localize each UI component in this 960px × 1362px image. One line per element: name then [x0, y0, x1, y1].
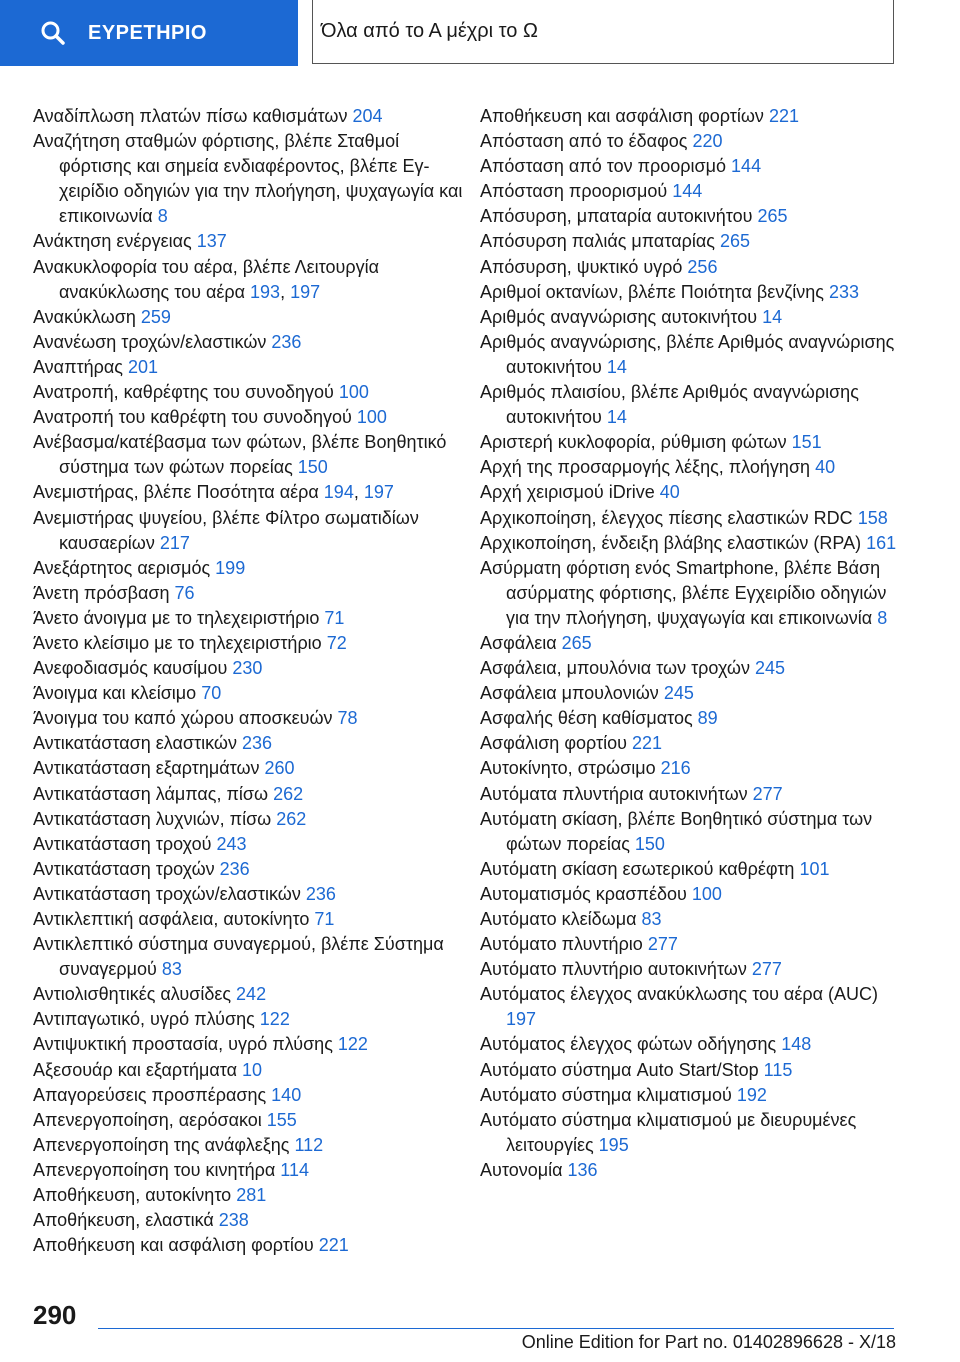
page-link[interactable]: 150 [297, 457, 328, 478]
index-entry-text: Άνετο άνοιγμα με το τηλεχειριστήριο [33, 607, 325, 628]
page-link[interactable]: 89 [697, 708, 718, 729]
page-link[interactable]: 260 [264, 758, 295, 779]
footer-edition [522, 1332, 896, 1353]
page-link[interactable]: 78 [337, 708, 358, 729]
index-entry [480, 857, 910, 882]
index-entry [33, 631, 463, 656]
page-link[interactable]: 83 [641, 909, 662, 929]
index-entry-text: Αριθμός αναγνώρισης αυτοκινήτου [480, 306, 763, 327]
index-entry-text: Απόσυρση παλιάς μπαταρίας [480, 231, 720, 252]
index-entry-text: Αντιολισθητικές αλυσίδες [33, 984, 237, 1005]
page-link[interactable]: 245 [754, 658, 786, 679]
index-entry [33, 255, 463, 305]
page-link[interactable]: 8 [157, 206, 168, 227]
page-link[interactable]: 192 [736, 1084, 767, 1105]
page-link[interactable]: 76 [174, 582, 195, 603]
index-entry-text: Ανατροπή του καθρέφτη του συνοδηγού [33, 407, 357, 428]
page-link[interactable]: 193 [250, 281, 281, 302]
index-entry-text: Αρχή χειρισμού iDrive [480, 482, 660, 503]
index-entry [480, 179, 910, 204]
index-entry [33, 305, 463, 330]
index-entry-text: Ασφάλεια μπουλονιών [480, 683, 664, 704]
index-entry-text: Αντικλεπτικό σύστημα συναγερμού, βλέπε Σύστημα συναγερμού [33, 934, 444, 980]
index-entry [480, 305, 910, 330]
index-entry-text: Αυτόματη σκίαση, βλέπε Βοηθητικό σύστημα των φώτων πορείας [480, 808, 873, 854]
page-link[interactable]: 14 [606, 356, 627, 377]
index-entry [480, 154, 910, 179]
page-link[interactable]: 194 [323, 482, 354, 503]
page-link[interactable]: 158 [857, 507, 888, 528]
index-entry [33, 656, 463, 681]
index-entry [480, 280, 910, 305]
index-entry-text: Αυτόματο κλείδωμα [480, 909, 642, 929]
page-link[interactable]: 221 [631, 733, 662, 754]
index-entry [480, 1158, 910, 1183]
index-entry [480, 229, 910, 254]
page-link[interactable]: 242 [236, 984, 267, 1005]
page-link[interactable]: 230 [232, 658, 263, 679]
index-entry-text: Αντικατάσταση λυχνιών, πίσω [33, 808, 277, 829]
index-entry-text: Ασφάλεια, μπουλόνια των τροχών [480, 658, 755, 679]
index-entry [480, 656, 910, 681]
index-entry [33, 1058, 463, 1083]
index-entry [480, 531, 910, 556]
index-entry-text: Αριθμοί οκτανίων, βλέπε Ποιότητα βενζίνης [480, 281, 829, 302]
page-link[interactable]: 238 [218, 1210, 249, 1231]
index-entry-text: Αντικατάσταση τροχού [33, 833, 217, 854]
page-link[interactable]: 83 [161, 959, 182, 980]
page-link[interactable]: 122 [337, 1034, 368, 1055]
index-entry [480, 480, 910, 505]
index-entry [33, 581, 463, 606]
page-link[interactable]: 140 [271, 1084, 302, 1105]
index-entry [480, 330, 910, 380]
index-entry-text: Αντικλεπτική ασφάλεια, αυτοκίνητο [33, 909, 315, 929]
page-link[interactable]: 122 [259, 1009, 290, 1030]
page-link[interactable]: 204 [352, 106, 383, 126]
index-entry [480, 455, 910, 480]
index-entry-text: Άνετη πρόσβαση [33, 582, 175, 603]
index-entry [33, 807, 463, 832]
page-link[interactable]: 220 [692, 131, 723, 152]
index-entry-text: Αντικατάσταση τροχών/ελαστικών [33, 883, 306, 904]
page-number: 290 [33, 1300, 77, 1330]
page-link[interactable]: 259 [140, 306, 171, 327]
index-entry-text: Ανανέωση τροχών/ελαστικών [33, 331, 272, 352]
index-entry-text: Ανεμιστήρας, βλέπε Ποσότητα αέρα [33, 482, 324, 503]
page-link[interactable]: 256 [687, 256, 718, 277]
page-link[interactable]: 197 [363, 482, 394, 503]
index-entry [480, 380, 910, 430]
index-entry [33, 430, 463, 480]
index-entry-text: Αντικατάσταση τροχών [33, 858, 220, 879]
page-link[interactable]: 236 [241, 733, 272, 754]
page-link[interactable]: 136 [567, 1159, 598, 1180]
index-entry-text: Ανέβασμα/κατέβασμα των φώτων, βλέπε Βοηθητικό σύστημα των φώτων πορείας [33, 432, 447, 478]
index-entry [480, 255, 910, 280]
index-entry [33, 380, 463, 405]
index-entry [480, 706, 910, 731]
index-entry [33, 1032, 463, 1057]
page-link[interactable]: 8 [877, 607, 888, 628]
index-entry-text: Αποθήκευση, ελαστικά [33, 1210, 219, 1231]
index-entry-text: Αυτονομία [480, 1159, 568, 1180]
index-entry-text: Απενεργοποίηση, αερόσακοι [33, 1109, 267, 1130]
index-entry [33, 982, 463, 1007]
index-entry-text: Αυτόματο σύστημα κλιματισμού με διευρυμένες λειτουργίες [480, 1109, 857, 1155]
page-link[interactable]: 161 [866, 532, 897, 553]
index-entry [33, 782, 463, 807]
index-entry [33, 1208, 463, 1233]
index-entry [33, 606, 463, 631]
page-header [0, 0, 960, 66]
index-entry [33, 506, 463, 556]
page-link[interactable]: 115 [763, 1059, 793, 1080]
index-entry-text: Απόσυρση, μπαταρία αυτοκινήτου [480, 206, 758, 227]
page-separator: , [353, 482, 364, 503]
page-link[interactable]: 100 [691, 883, 722, 904]
index-entry-text: Αριθμός πλαισίου, βλέπε Αριθμός αναγνώρισης αυτοκινήτου [480, 382, 859, 428]
index-entry [33, 756, 463, 781]
index-entry-text: Αναζήτηση σταθμών φόρτισης, βλέπε Σταθμοί φόρτισης και σημεία ενδιαφέροντος, βλέπε Εγχειρίδιο οδηγιών για την πλοήγηση, ψυχαγωγία και επικοινωνία [33, 131, 463, 227]
index-entry [33, 330, 463, 355]
index-entry-text: Απόσταση από τον προορισμό [480, 156, 732, 177]
page-link[interactable]: 150 [634, 833, 665, 854]
index-entry-text: Αρχικοποίηση, έλεγχος πίεσης ελαστικών RDC [480, 507, 858, 528]
index-entry-text: Άνοιγμα του καπό χώρου αποσκευών [33, 708, 338, 729]
page-link[interactable]: 221 [318, 1235, 349, 1256]
page-link[interactable]: 236 [219, 858, 250, 879]
page-link[interactable]: 265 [719, 231, 750, 252]
page-link[interactable]: 70 [201, 683, 222, 704]
page-link[interactable]: 10 [242, 1059, 263, 1080]
index-entry [33, 355, 463, 380]
index-entry [33, 1158, 463, 1183]
index-entry-text: Αποθήκευση και ασφάλιση φορτίου [33, 1235, 319, 1256]
index-entry-text: Αυτόματο πλυντήριο αυτοκινήτων [480, 959, 752, 980]
index-column-left [33, 104, 463, 1258]
index-entry [480, 907, 910, 932]
index-entry-text: Αριθμός αναγνώρισης, βλέπε Αριθμός αναγνώρισης αυτοκινήτου [480, 331, 895, 377]
page-link[interactable]: 148 [781, 1034, 812, 1055]
page-link[interactable]: 71 [324, 607, 345, 628]
index-entry-text: Άνοιγμα και κλείσιμο [33, 683, 202, 704]
index-entry [33, 1083, 463, 1108]
page-link[interactable]: 197 [506, 1009, 537, 1030]
index-entry [33, 1183, 463, 1208]
index-entry [33, 1133, 463, 1158]
index-entry [480, 807, 910, 857]
page-link[interactable]: 277 [751, 959, 782, 980]
page-link[interactable]: 40 [659, 482, 680, 503]
index-entry [33, 405, 463, 430]
index-entry [33, 731, 463, 756]
page-link[interactable]: 265 [757, 206, 788, 227]
page-link[interactable]: 197 [290, 281, 321, 302]
index-entry-text: Αξεσουάρ και εξαρτήματα [33, 1059, 243, 1080]
index-entry [33, 681, 463, 706]
index-entry-text: Αντικατάσταση λάμπας, πίσω [33, 783, 274, 804]
page-separator: , [280, 281, 291, 302]
page-link[interactable]: 265 [561, 632, 592, 653]
index-entry-text: Ασφάλεια [480, 632, 562, 653]
page-link[interactable]: 100 [356, 407, 387, 428]
page-link[interactable]: 217 [159, 532, 190, 553]
index-entry [480, 104, 910, 129]
index-entry-text: Απόσταση από το έδαφος [480, 131, 693, 152]
page-link[interactable]: 151 [791, 432, 822, 453]
page-link[interactable]: 14 [606, 407, 627, 428]
index-column-right [480, 104, 910, 1183]
index-entry-text: Απόσταση προορισμού [480, 181, 673, 202]
index-entry [480, 957, 910, 982]
index-entry [480, 204, 910, 229]
page-link[interactable]: 236 [271, 331, 302, 352]
index-entry-text: Αντιπαγωτικό, υγρό πλύσης [33, 1009, 260, 1030]
page-link[interactable]: 199 [215, 557, 246, 578]
index-entry [33, 556, 463, 581]
index-entry-text: Άνετο κλείσιμο με το τηλεχειριστήριο [33, 632, 327, 653]
index-entry-text: Αυτόματο σύστημα κλιματισμού [480, 1084, 737, 1105]
index-entry-text: Αρχικοποίηση, ένδειξη βλάβης ελαστικών (RPA) [480, 532, 867, 553]
index-entry-text: Απαγορεύσεις προσπέρασης [33, 1084, 272, 1105]
page-link[interactable]: 221 [768, 106, 799, 126]
index-entry [33, 1007, 463, 1032]
index-entry [33, 229, 463, 254]
page-link[interactable]: 137 [196, 231, 227, 252]
page-link[interactable]: 144 [672, 181, 703, 202]
index-entry [480, 756, 910, 781]
index-entry [480, 982, 910, 1032]
page-link[interactable]: 281 [236, 1185, 267, 1206]
index-entry-text: Ασφάλιση φορτίου [480, 733, 632, 754]
page-link[interactable]: 114 [280, 1159, 309, 1180]
edition-text: Online Edition for Part no. 01402896628 - X/18 [521, 1332, 896, 1352]
index-search-tab[interactable] [0, 0, 298, 66]
index-entry [480, 1058, 910, 1083]
index-entry-text: Αποθήκευση και ασφάλιση φορτίων [480, 106, 769, 126]
index-entry-text: Ανακύκλωση [33, 306, 141, 327]
index-entry-text: Απενεργοποίηση του κινητήρα [33, 1159, 281, 1180]
page-link[interactable]: 262 [276, 808, 307, 829]
index-entry-text: Αυτοκίνητο, στρώσιμο [480, 758, 661, 779]
index-entry-text: Αυτόματος έλεγχος ανακύκλωσης του αέρα (AUC) [480, 984, 879, 1005]
index-entry-text: Αναδίπλωση πλατών πίσω καθισμάτων [33, 106, 353, 126]
index-entry-text: Αντικατάσταση εξαρτημάτων [33, 758, 265, 779]
page-link[interactable]: 195 [598, 1134, 629, 1155]
index-entry-text: Αντιψυκτική προστασία, υγρό πλύσης [33, 1034, 338, 1055]
index-entry [33, 932, 463, 982]
index-entry-text: Ασφαλής θέση καθίσματος [480, 708, 698, 729]
page-link[interactable]: 155 [266, 1109, 297, 1130]
index-entry [33, 1233, 463, 1258]
index-entry [33, 857, 463, 882]
index-entry-text: Αναπτήρας [33, 356, 128, 377]
index-entry [480, 1108, 910, 1158]
page-link[interactable]: 216 [660, 758, 691, 779]
index-entry-text: Αρχή της προσαρμογής λέξης, πλοήγηση [480, 457, 816, 478]
index-entry-text: Ανεξάρτητος αερισμός [33, 557, 216, 578]
index-entry [33, 129, 463, 229]
index-entry [480, 556, 910, 631]
index-entry-text: Αυτόματη σκίαση εσωτερικού καθρέφτη [480, 858, 800, 879]
page-link[interactable]: 100 [338, 382, 369, 403]
footer-divider [98, 1328, 894, 1329]
page-link[interactable]: 236 [305, 883, 336, 904]
index-entry [33, 882, 463, 907]
index-title: ΕΥΡΕΤΗΡΙΟ [88, 21, 207, 44]
index-entry [480, 882, 910, 907]
index-entry-text: Ανακυκλοφορία του αέρα, βλέπε Λειτουργία ανακύκλωσης του αέρα [33, 256, 380, 302]
index-subtitle: Όλα από το Α μέχρι το Ω [312, 0, 894, 64]
index-entry [480, 731, 910, 756]
page-link[interactable]: 262 [273, 783, 304, 804]
page-link[interactable]: 245 [663, 683, 694, 704]
index-entry [480, 631, 910, 656]
index-entry-text: Ασύρματη φόρτιση ενός Smartphone, βλέπε Βάση ασύρματης φόρτισης, βλέπε Εγχειρίδιο οδηγιών για την πλοήγηση, ψυχαγωγία και επικοινωνία [480, 557, 887, 628]
index-entry [33, 104, 463, 129]
index-entry [480, 129, 910, 154]
page-link[interactable]: 233 [828, 281, 859, 302]
page-link[interactable]: 277 [752, 783, 783, 804]
search-icon [40, 20, 66, 46]
index-entry [480, 782, 910, 807]
index-entry-text: Ανεφοδιασμός καυσίμου [33, 658, 233, 679]
page-link[interactable]: 14 [762, 306, 783, 327]
index-entry-text: Ανατροπή, καθρέφτης του συνοδηγού [33, 382, 339, 403]
index-entry-text: Αποθήκευση, αυτοκίνητο [33, 1185, 237, 1206]
index-entry [33, 907, 463, 932]
index-entry-text: Αριστερή κυκλοφορία, ρύθμιση φώτων [480, 432, 792, 453]
index-entry-text: Ανεμιστήρας ψυγείου, βλέπε Φίλτρο σωματιδίων καυσαερίων [33, 507, 419, 553]
page-link[interactable]: 277 [647, 934, 678, 955]
index-entry-text: Αυτοματισμός κρασπέδου [480, 883, 692, 904]
index-entry-text: Αντικατάσταση ελαστικών [33, 733, 242, 754]
index-entry-text: Αυτόματο σύστημα Auto Start/Stop [480, 1059, 764, 1080]
page-link[interactable]: 201 [127, 356, 158, 377]
index-entry [33, 1108, 463, 1133]
index-entry-text: Ανάκτηση ενέργειας [33, 231, 197, 252]
page-link[interactable]: 101 [799, 858, 830, 879]
index-entry [480, 506, 910, 531]
index-entry-text: Αυτόματα πλυντήρια αυτοκινήτων [480, 783, 753, 804]
index-entry [33, 480, 463, 505]
index-entry [480, 932, 910, 957]
page-link[interactable]: 72 [326, 632, 347, 653]
index-entry-text: Αυτόματο πλυντήριο [480, 934, 648, 955]
index-entry-text: Απόσυρση, ψυκτικό υγρό [480, 256, 688, 277]
index-entry-text: Αυτόματος έλεγχος φώτων οδήγησης [480, 1034, 782, 1055]
page-link[interactable]: 71 [314, 909, 335, 929]
index-entry [33, 832, 463, 857]
index-entry-text: Απενεργοποίηση της ανάφλεξης [33, 1134, 295, 1155]
index-entry [480, 681, 910, 706]
page-link[interactable]: 144 [731, 156, 762, 177]
page-link[interactable]: 112 [294, 1134, 324, 1155]
index-entry [480, 1083, 910, 1108]
index-entry [480, 430, 910, 455]
index-entry [480, 1032, 910, 1057]
index-entry [33, 706, 463, 731]
page-link[interactable]: 243 [216, 833, 247, 854]
page-link[interactable]: 40 [815, 457, 836, 478]
